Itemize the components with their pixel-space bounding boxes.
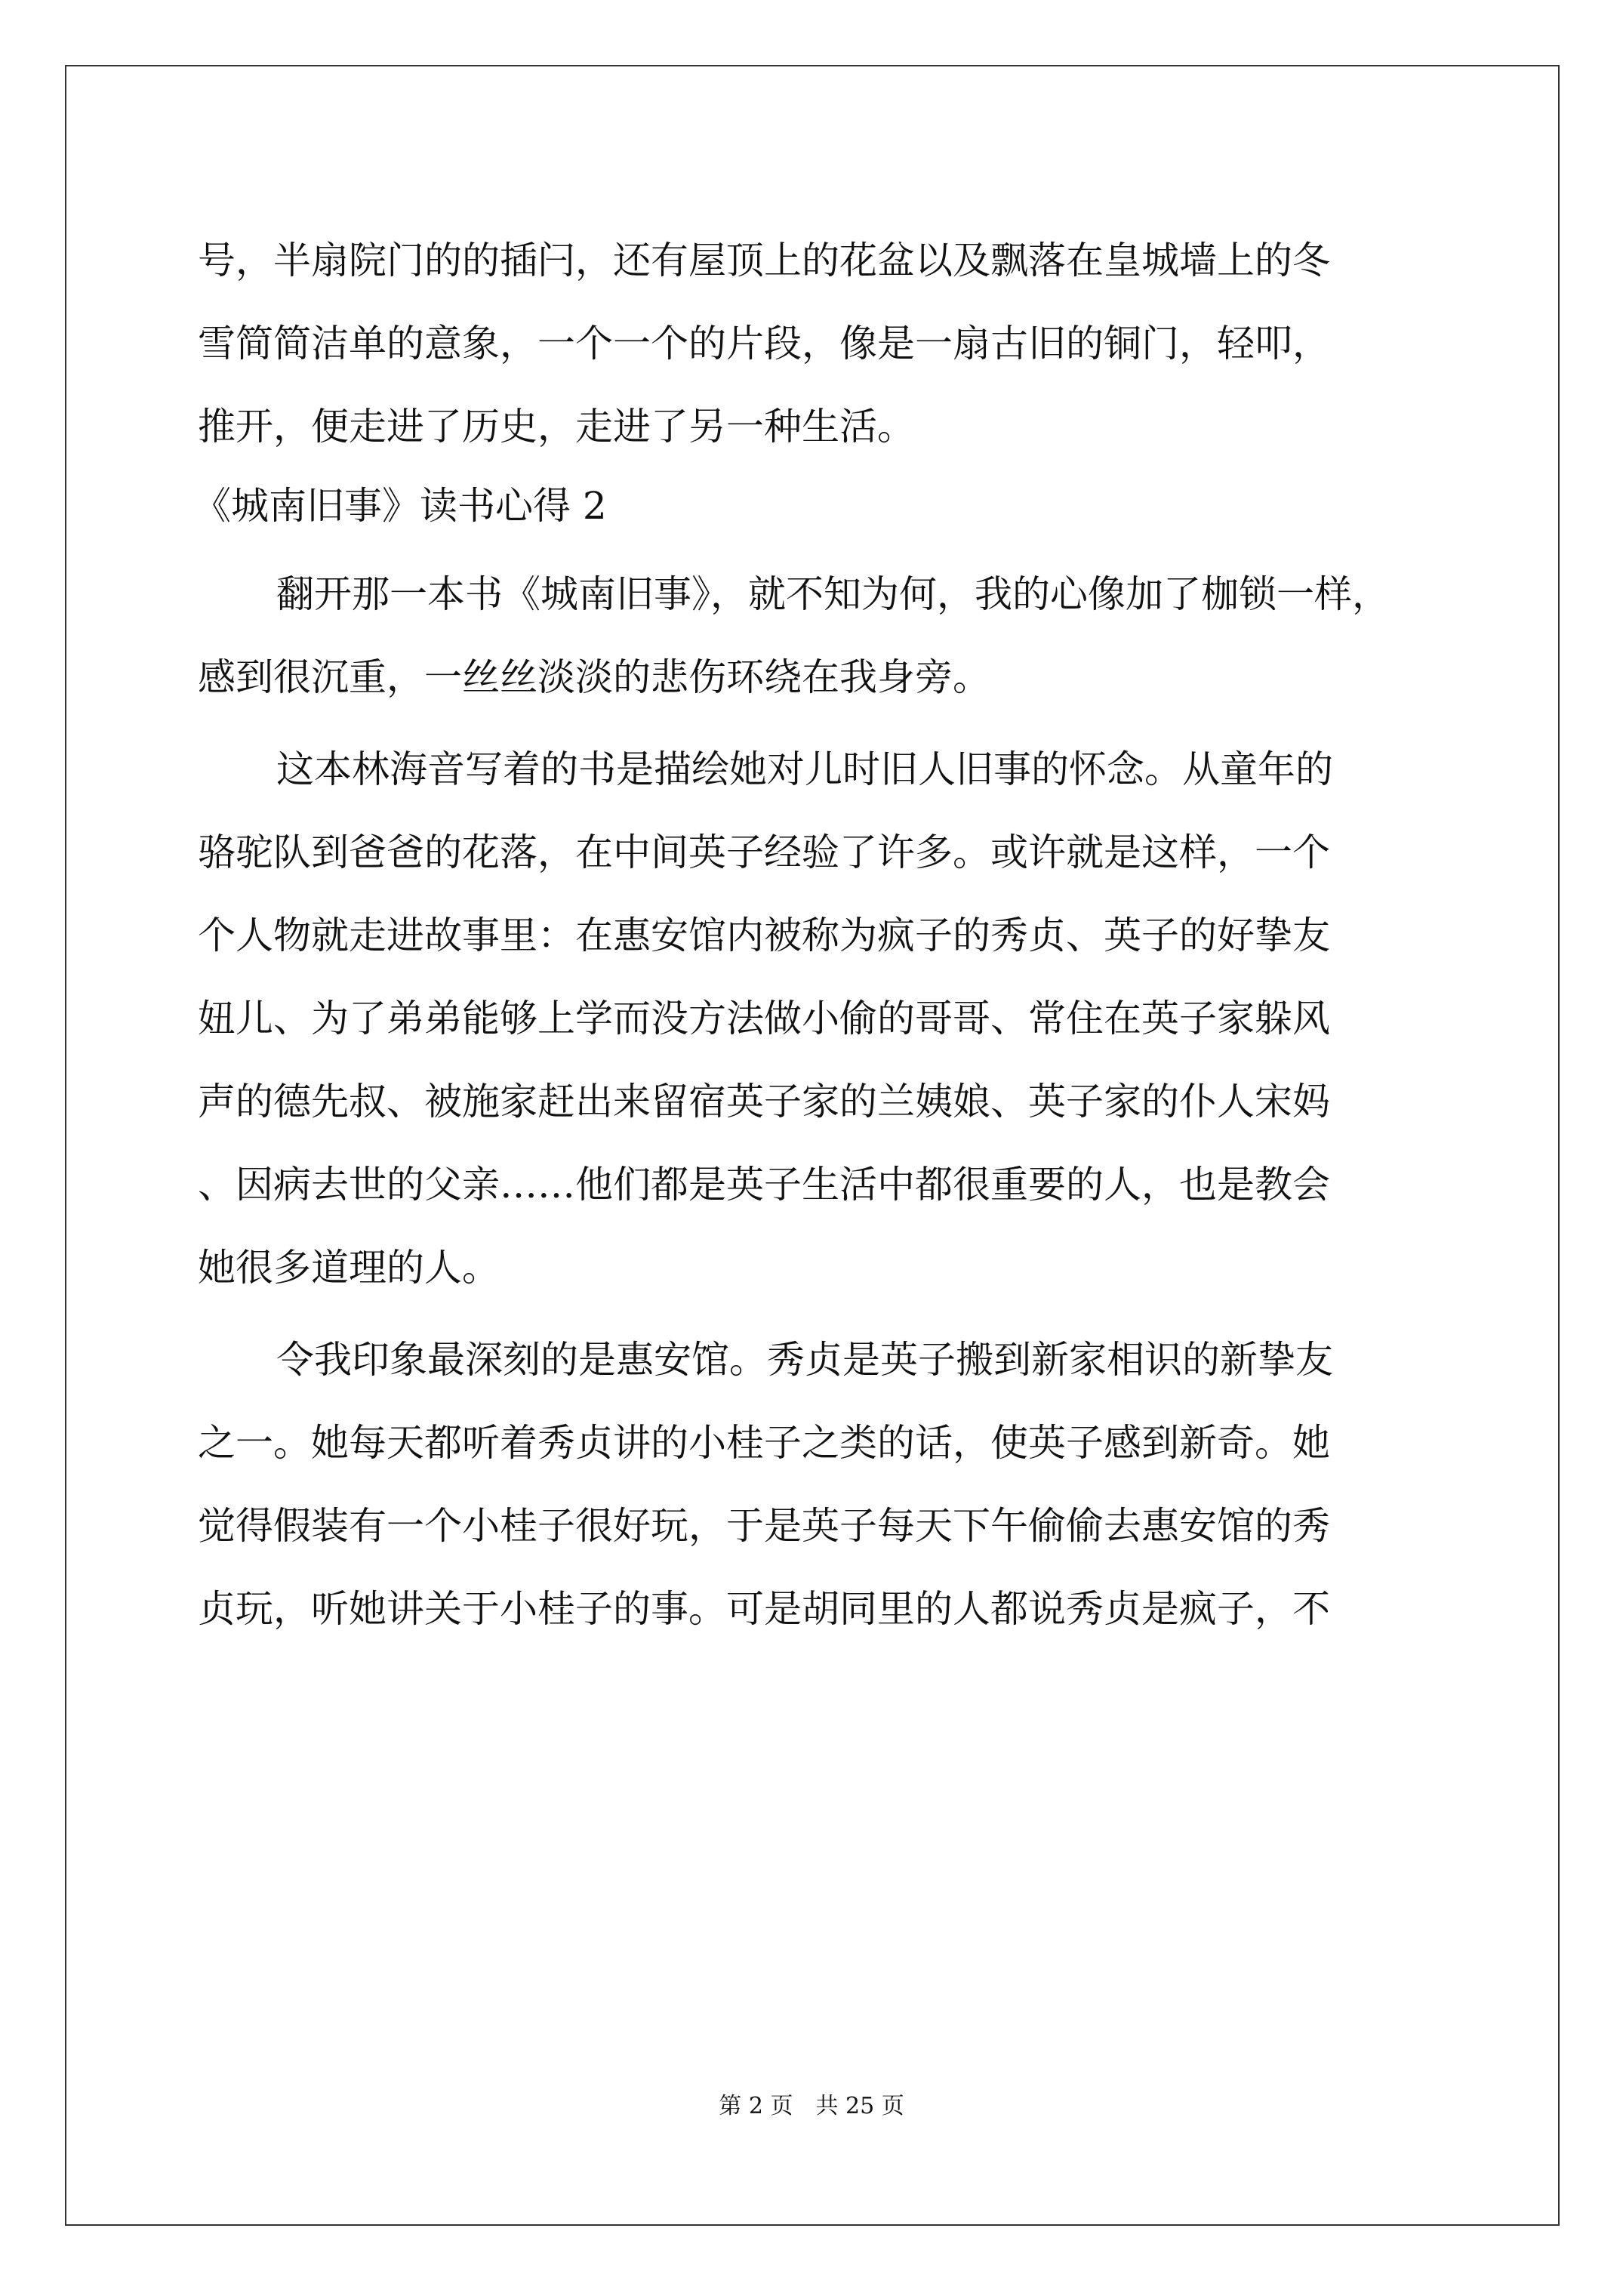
text-line: 令我印象最深刻的是惠安馆。秀贞是英子搬到新家相识的新挚友 (276, 1338, 1333, 1382)
text-line: 觉得假装有一个小桂子很好玩，于是英子每天下午偷偷去惠安馆的秀 (198, 1504, 1330, 1548)
text-line: 、因病去世的父亲……他们都是英子生活中都很重要的人，也是教会 (198, 1163, 1330, 1207)
text-line: 翻开那一本书《城南旧事》，就不知为何，我的心像加了枷锁一样， (276, 572, 1390, 616)
text-line: 之一。她每天都听着秀贞讲的小桂子之类的话，使英子感到新奇。她 (198, 1421, 1330, 1465)
text-line: 号，半扇院门的的插闩，还有屋顶上的花盆以及飘落在皇城墙上的冬 (198, 239, 1330, 282)
document-body (193, 219, 1428, 1650)
paragraph-1 (198, 553, 1428, 719)
section-heading: 《城南旧事》读书心得 2 (193, 484, 607, 528)
text-line: 骆驼队到爸爸的花落，在中间英子经验了许多。或许就是这样，一个 (198, 831, 1330, 874)
text-line: 感到很沉重，一丝丝淡淡的悲伤环绕在我身旁。 (198, 655, 990, 699)
paragraph-2 (198, 728, 1428, 1309)
text-line: 妞儿、为了弟弟能够上学而没方法做小偷的哥哥、常住在英子家躲风 (198, 997, 1330, 1040)
text-line: 推开，便走进了历史，走进了另一种生活。 (198, 405, 915, 448)
page-number-footer: 第 2 页 共 25 页 (719, 2093, 904, 2119)
paragraph-3 (198, 1318, 1428, 1650)
text-line: 贞玩，听她讲关于小桂子的事。可是胡同里的人都说秀贞是疯子，不 (198, 1587, 1330, 1631)
text-line: 声的德先叔、被施家赶出来留宿英子家的兰姨娘、英子家的仆人宋妈 (198, 1080, 1330, 1123)
continuation-paragraph (198, 219, 1428, 468)
text-line: 雪简简洁单的意象，一个一个的片段，像是一扇古旧的铜门，轻叩， (198, 322, 1330, 365)
text-line: 这本林海音写着的书是描绘她对儿时旧人旧事的怀念。从童年的 (276, 747, 1333, 791)
text-line: 个人物就走进故事里：在惠安馆内被称为疯子的秀贞、英子的好挚友 (198, 914, 1330, 957)
text-line: 她很多道理的人。 (198, 1246, 500, 1290)
